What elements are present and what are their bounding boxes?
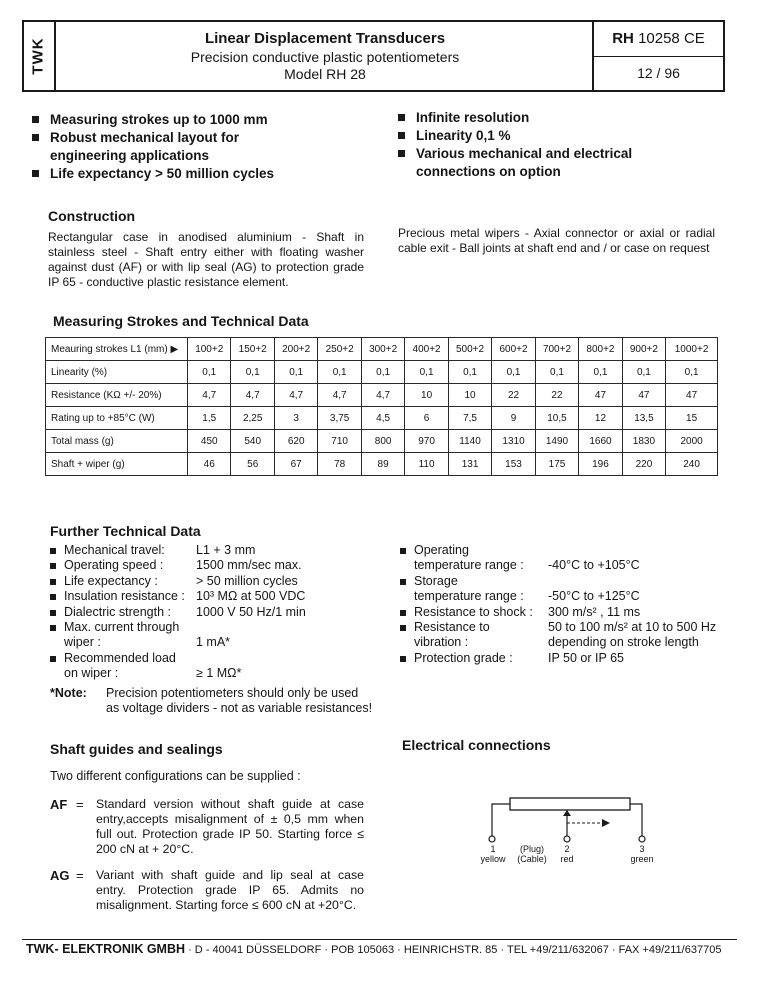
- table-cell: 46: [188, 453, 231, 476]
- pin3-number: 3: [639, 844, 645, 854]
- table-cell: 15: [666, 407, 718, 430]
- table-cell: 0,1: [622, 361, 665, 384]
- table-cell: 1140: [448, 430, 491, 453]
- table-cell: 0,1: [274, 361, 317, 384]
- table-cell: 700+2: [535, 338, 578, 361]
- spec-value: [548, 574, 716, 589]
- table-cell: 800+2: [579, 338, 622, 361]
- table-cell: 153: [492, 453, 535, 476]
- spec-value: 50 to 100 m/s² at 10 to 500 Hz: [548, 620, 717, 634]
- table-row: [46, 361, 718, 384]
- shaft-title: Shaft guides and sealings: [50, 741, 223, 757]
- table-cell: 1000+2: [666, 338, 718, 361]
- spec-label: Protection grade :: [400, 651, 533, 666]
- table-cell: 4,7: [361, 384, 404, 407]
- further-left-labels: [50, 543, 185, 682]
- spec-label: Dialectric strength :: [50, 605, 185, 620]
- table-cell: 0,1: [405, 361, 448, 384]
- table-cell: 12: [579, 407, 622, 430]
- table-cell: 3: [274, 407, 317, 430]
- table-cell: 0,1: [492, 361, 535, 384]
- plug-cable-label: [512, 844, 552, 864]
- feature-item: Various mechanical and electrical: [398, 145, 728, 163]
- pin1-number: 1: [490, 844, 496, 854]
- table-cell: 540: [231, 430, 274, 453]
- table-cell: 1310: [492, 430, 535, 453]
- page-title: Linear Displacement Transducers: [204, 30, 446, 47]
- further-left-values: [196, 543, 306, 682]
- spec-label: on wiper :: [64, 666, 119, 681]
- table-cell: 0,1: [318, 361, 361, 384]
- row-label: Linearity (%): [46, 361, 188, 384]
- table-cell: 220: [622, 453, 665, 476]
- note-line: as voltage dividers - not as variable resistances!: [106, 701, 373, 715]
- further-right-values: [548, 543, 716, 666]
- construction-text-left: Rectangular case in anodised aluminium - Shaft in stainless steel - Shaft entry either with floating washer against dust (AF) or with lip seal (AG) to protection grade IP 65 - conductive plastic resistance element.: [48, 230, 364, 289]
- table-row: [46, 430, 718, 453]
- spec-label: temperature range :: [414, 589, 524, 604]
- row-label: Shaft + wiper (g): [46, 453, 188, 476]
- feature-item-continued: connections on option: [416, 164, 561, 179]
- table-cell: 1660: [579, 430, 622, 453]
- plug-label: (Plug): [519, 844, 544, 854]
- note-label: *Note:: [50, 686, 87, 700]
- model-name: Model RH 28: [284, 66, 366, 82]
- spec-label: temperature range :: [414, 558, 524, 573]
- feature-item-continued: engineering applications: [50, 148, 210, 163]
- table-cell: 0,1: [188, 361, 231, 384]
- pin2-number: 2: [564, 844, 570, 854]
- company-name: TWK- ELEKTRONIK GMBH: [26, 942, 186, 956]
- spec-value: IP 50 or IP 65: [548, 650, 624, 665]
- table-cell: 300+2: [361, 338, 404, 361]
- further-right-labels: [400, 543, 533, 666]
- table-cell: 78: [318, 453, 361, 476]
- doc-prefix: RH: [612, 30, 634, 47]
- spec-label: Life expectancy :: [50, 574, 185, 589]
- table-cell: 47: [579, 384, 622, 407]
- spec-value: ≥ 1 MΩ*: [196, 666, 242, 681]
- spec-label: Mechanical travel:: [50, 543, 185, 558]
- table-header-row: [46, 338, 718, 361]
- table-cell: 4,7: [188, 384, 231, 407]
- row-label: Resistance (KΩ +/- 20%): [46, 384, 188, 407]
- cable-label: (Cable): [517, 854, 547, 864]
- doc-info-divider: [592, 56, 725, 57]
- spec-value: 300 m/s² , 11 ms: [548, 604, 641, 619]
- spec-value: -50°C to +125°C: [548, 589, 640, 604]
- table-cell: 1830: [622, 430, 665, 453]
- features-left: [32, 111, 362, 183]
- table-cell: 0,1: [448, 361, 491, 384]
- table-cell: 2,25: [231, 407, 274, 430]
- table-cell: 4,7: [274, 384, 317, 407]
- table-cell: 56: [231, 453, 274, 476]
- feature-item: Robust mechanical layout for: [32, 129, 362, 147]
- note-line: Precision potentiometers should only be used: [106, 686, 359, 700]
- spec-value: [196, 651, 306, 666]
- table-cell: 620: [274, 430, 317, 453]
- spec-value: [196, 620, 306, 635]
- spec-value: 1 mA*: [196, 635, 231, 650]
- spec-value: depending on stroke length: [548, 635, 699, 650]
- ag-key: AG: [50, 868, 70, 883]
- spec-value: 1000 V 50 Hz/1 min: [196, 604, 306, 619]
- document-date: 12 / 96: [637, 65, 680, 81]
- ag-equals: =: [76, 868, 84, 883]
- feature-item: Linearity 0,1 %: [398, 127, 728, 145]
- feature-item: Life expectancy > 50 million cycles: [32, 165, 362, 183]
- spec-label: Operating speed :: [50, 558, 185, 573]
- spec-value: > 50 million cycles: [196, 573, 298, 588]
- doc-code: 10258 CE: [638, 30, 705, 47]
- af-key: AF: [50, 797, 68, 812]
- spec-label: Resistance to: [400, 620, 533, 635]
- table-cell: 4,5: [361, 407, 404, 430]
- table-cell: 110: [405, 453, 448, 476]
- table-cell: 10,5: [535, 407, 578, 430]
- note-text: [106, 686, 372, 716]
- footer-divider: [22, 939, 737, 940]
- table-cell: 6: [405, 407, 448, 430]
- table-cell: 250+2: [318, 338, 361, 361]
- construction-text-right: Precious metal wipers - Axial connector or axial or radial cable exit - Ball joints at shaft end and / or case on request: [398, 226, 715, 255]
- footer: [26, 942, 721, 956]
- table-cell: 240: [666, 453, 718, 476]
- table-cell: 4,7: [231, 384, 274, 407]
- spec-label: Operating: [400, 543, 533, 558]
- table-cell: 1490: [535, 430, 578, 453]
- table-row: [46, 384, 718, 407]
- table-cell: 10: [448, 384, 491, 407]
- table-cell: 0,1: [231, 361, 274, 384]
- table-cell: 196: [579, 453, 622, 476]
- spec-value: -40°C to +105°C: [548, 558, 640, 573]
- logo-text: TWK: [29, 37, 47, 75]
- wiring-diagram: [470, 780, 670, 850]
- strokes-title: Measuring Strokes and Technical Data: [53, 313, 309, 329]
- table-cell: 0,1: [535, 361, 578, 384]
- row-label: Rating up to +85°C (W): [46, 407, 188, 430]
- spec-value: 10³ MΩ at 500 VDC: [196, 589, 306, 604]
- table-cell: 67: [274, 453, 317, 476]
- table-cell: 7,5: [448, 407, 491, 430]
- table-cell: 2000: [666, 430, 718, 453]
- features-right: [398, 109, 728, 181]
- pin3-color: green: [630, 854, 654, 864]
- table-cell: 900+2: [622, 338, 665, 361]
- spec-label: vibration :: [414, 635, 469, 650]
- table-cell: 22: [535, 384, 578, 407]
- spec-label: wiper :: [64, 635, 101, 650]
- further-title: Further Technical Data: [50, 523, 201, 539]
- table-row: [46, 407, 718, 430]
- table-cell: 3,75: [318, 407, 361, 430]
- spec-value: 1500 mm/sec max.: [196, 558, 302, 573]
- construction-title: Construction: [48, 208, 136, 224]
- table-cell: 89: [361, 453, 404, 476]
- table-cell: 131: [448, 453, 491, 476]
- spec-value: [548, 543, 716, 558]
- table-cell: 9: [492, 407, 535, 430]
- feature-item: Measuring strokes up to 1000 mm: [32, 111, 362, 129]
- shaft-intro: Two different configurations can be supplied :: [50, 769, 301, 783]
- spec-value: L1 + 3 mm: [196, 543, 256, 557]
- table-cell: 10: [405, 384, 448, 407]
- company-address: · D - 40041 DÜSSELDORF · POB 105063 · HEINRICHSTR. 85 · TEL +49/211/632067 · FAX +49/211/637705: [185, 944, 722, 956]
- technical-data-table: [45, 337, 718, 476]
- table-cell: 47: [622, 384, 665, 407]
- table-cell: 0,1: [579, 361, 622, 384]
- document-number: [594, 30, 723, 47]
- table-cell: 22: [492, 384, 535, 407]
- table-cell: 0,1: [666, 361, 718, 384]
- spec-label: Resistance to shock :: [400, 605, 533, 620]
- pin2-color: red: [560, 854, 574, 864]
- table-cell: 200+2: [274, 338, 317, 361]
- table-cell: 400+2: [405, 338, 448, 361]
- table-cell: 710: [318, 430, 361, 453]
- table-cell: 4,7: [318, 384, 361, 407]
- table-cell: 970: [405, 430, 448, 453]
- spec-label: Recommended load: [50, 651, 185, 666]
- table-cell: 150+2: [231, 338, 274, 361]
- page-subtitle: Precision conductive plastic potentiometers: [190, 49, 460, 65]
- spec-label: Storage: [400, 574, 533, 589]
- feature-item: Infinite resolution: [398, 109, 728, 127]
- row-label: Total mass (g): [46, 430, 188, 453]
- ag-text: Variant with shaft guide and lip seal at case entry. Protection grade IP 65. Admits no misalignment. Starting force ≤ 600 cN at +20°C.: [96, 868, 364, 912]
- table-cell: 47: [666, 384, 718, 407]
- af-text: Standard version without shaft guide at case entry,accepts misalignment of ± 0,5 mm when full out. Protection grade IP 50. Starting force ≤ 200 cN at + 20°C.: [96, 797, 364, 856]
- table-cell: 175: [535, 453, 578, 476]
- table-cell: 450: [188, 430, 231, 453]
- row-label: Meauring strokes L1 (mm) ▶: [46, 338, 188, 361]
- table-cell: 0,1: [361, 361, 404, 384]
- pin1-color: yellow: [480, 854, 506, 864]
- table-cell: 1,5: [188, 407, 231, 430]
- electrical-title: Electrical connections: [402, 737, 551, 753]
- table-cell: 800: [361, 430, 404, 453]
- table-row: [46, 453, 718, 476]
- af-equals: =: [76, 797, 84, 812]
- spec-label: Insulation resistance :: [50, 589, 185, 604]
- table-cell: 600+2: [492, 338, 535, 361]
- table-cell: 100+2: [188, 338, 231, 361]
- table-cell: 500+2: [448, 338, 491, 361]
- spec-label: Max. current through: [50, 620, 185, 635]
- table-cell: 13,5: [622, 407, 665, 430]
- twk-logo: [22, 20, 56, 92]
